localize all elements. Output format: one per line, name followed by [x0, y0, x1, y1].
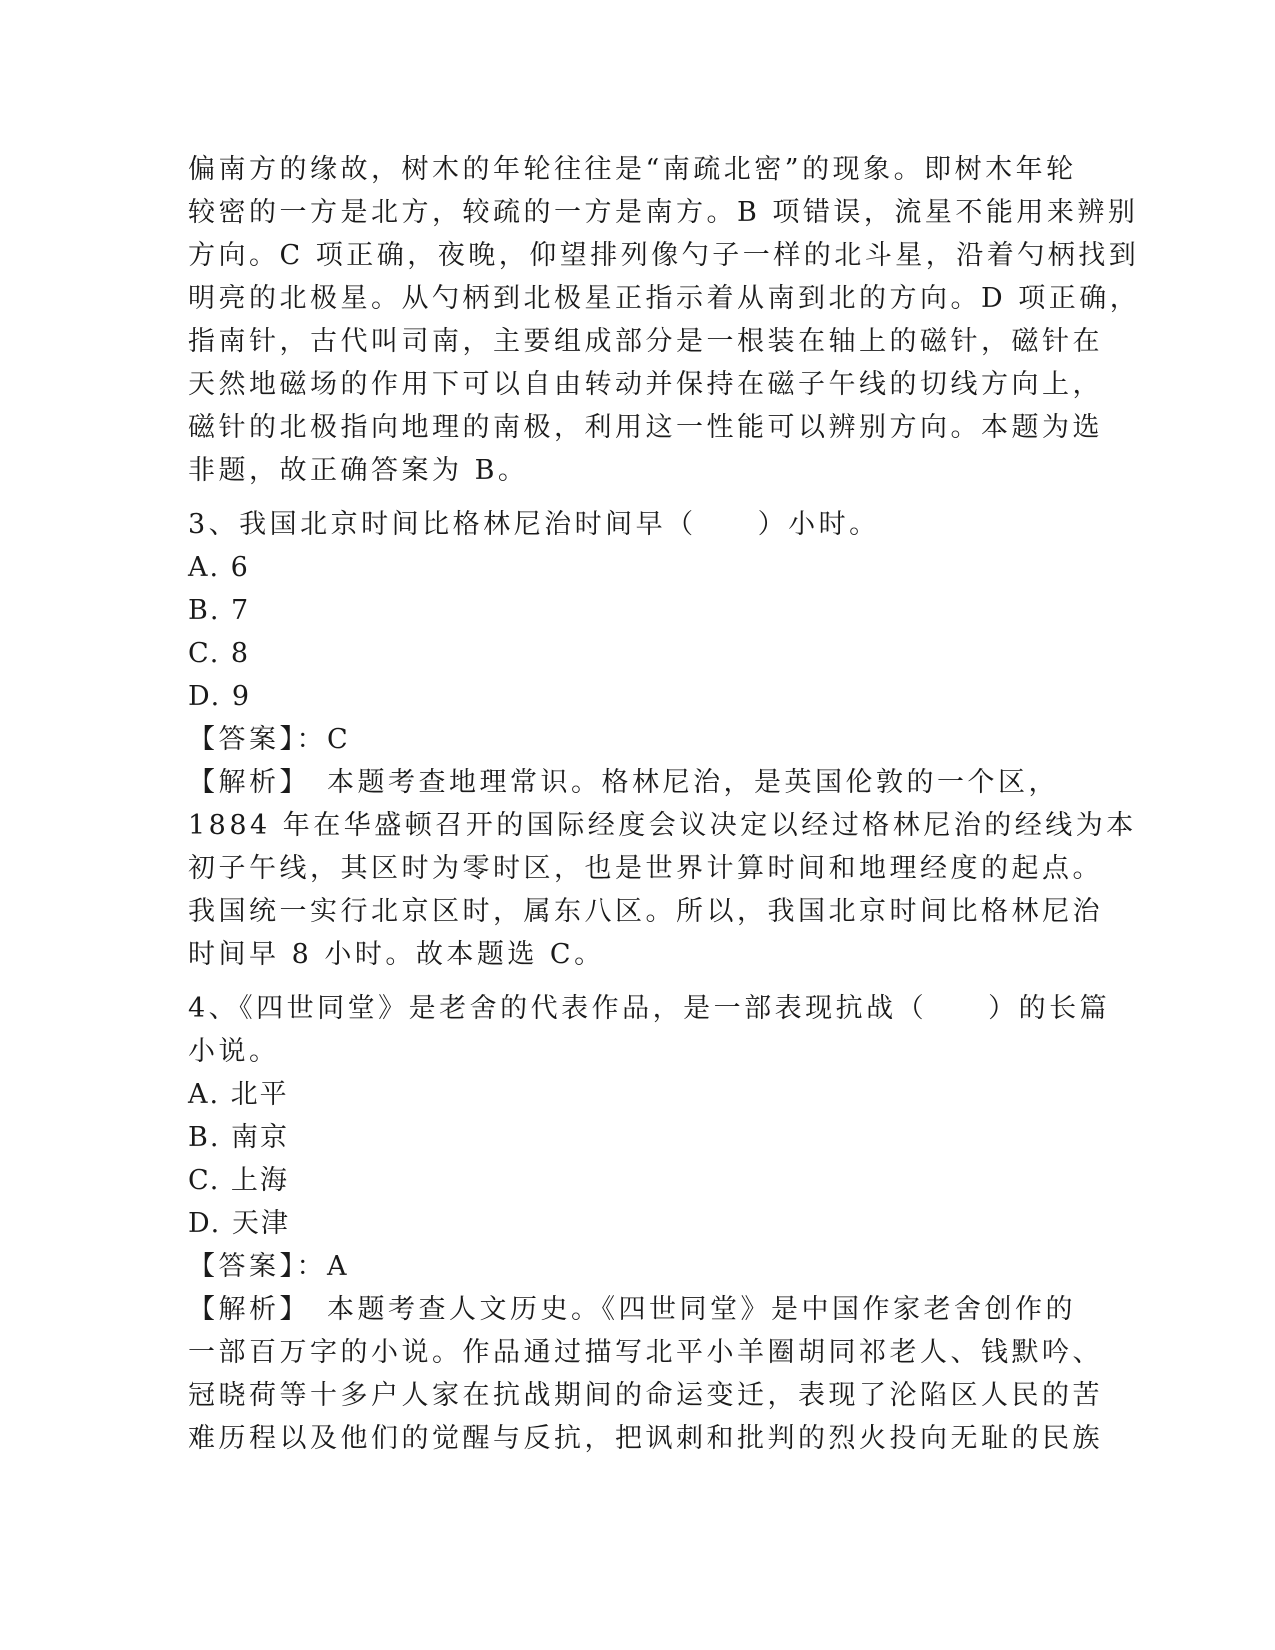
- analysis-line: 明亮的北极星。从勺柄到北极星正指示着从南到北的方向。D 项正确，: [188, 283, 1141, 314]
- question-text: 3、我国北京时间比格林尼治时间早（ ）小时。: [188, 509, 880, 540]
- option-c: C. 8: [188, 638, 251, 669]
- question-text: 4、《四世同堂》是老舍的代表作品，是一部表现抗战（ ）的长篇: [188, 993, 1111, 1024]
- option-a: A. 6: [188, 552, 250, 583]
- analysis-line: 我国统一实行北京区时，属东八区。所以，我国北京时间比格林尼治: [188, 896, 1103, 927]
- answer-line: 【答案】：C: [188, 724, 352, 755]
- analysis-line: 天然地磁场的作用下可以自由转动并保持在磁子午线的切线方向上，: [188, 369, 1103, 400]
- analysis-line: 方向。C 项正确，夜晚，仰望排列像勺子一样的北斗星，沿着勺柄找到: [188, 240, 1140, 271]
- analysis-line: 1884 年在华盛顿召开的国际经度会议决定以经过格林尼治的经线为本: [188, 810, 1137, 841]
- question-text: 小说。: [188, 1036, 280, 1067]
- question-4: [188, 987, 1111, 1460]
- option-a: A. 北平: [188, 1079, 289, 1110]
- analysis-line: 较密的一方是北方，较疏的一方是南方。B 项错误，流星不能用来辨别: [188, 197, 1139, 228]
- document-page: [188, 148, 1141, 1460]
- option-d: D. 9: [188, 681, 252, 712]
- answer-line: 【答案】：A: [188, 1251, 350, 1282]
- analysis-line: 一部百万字的小说。作品通过描写北平小羊圈胡同祁老人、钱默吟、: [188, 1337, 1103, 1368]
- analysis-line: 磁针的北极指向地理的南极，利用这一性能可以辨别方向。本题为选: [188, 412, 1103, 443]
- analysis-line: 指南针，古代叫司南，主要组成部分是一根装在轴上的磁针，磁针在: [188, 326, 1103, 357]
- analysis-line: 时间早 8 小时。故本题选 C。: [188, 939, 605, 970]
- analysis-line: 非题，故正确答案为 B。: [188, 455, 529, 486]
- analysis-line: 【解析】 本题考查人文历史。《四世同堂》是中国作家老舍创作的: [188, 1294, 1076, 1325]
- analysis-line: 冠晓荷等十多户人家在抗战期间的命运变迁，表现了沦陷区人民的苦: [188, 1380, 1103, 1411]
- option-b: B. 7: [188, 595, 251, 626]
- analysis-line: 【解析】 本题考查地理常识。格林尼治，是英国伦敦的一个区，: [188, 767, 1059, 798]
- analysis-line: 初子午线，其区时为零时区，也是世界计算时间和地理经度的起点。: [188, 853, 1103, 884]
- analysis-line: 偏南方的缘故，树木的年轮往往是“南疏北密”的现象。即树木年轮: [188, 154, 1077, 185]
- question-3: [188, 503, 1137, 976]
- previous-analysis: [188, 148, 1141, 492]
- option-c: C. 上海: [188, 1165, 289, 1196]
- analysis-line: 难历程以及他们的觉醒与反抗，把讽刺和批判的烈火投向无耻的民族: [188, 1423, 1103, 1454]
- option-d: D. 天津: [188, 1208, 290, 1239]
- option-b: B. 南京: [188, 1122, 290, 1153]
